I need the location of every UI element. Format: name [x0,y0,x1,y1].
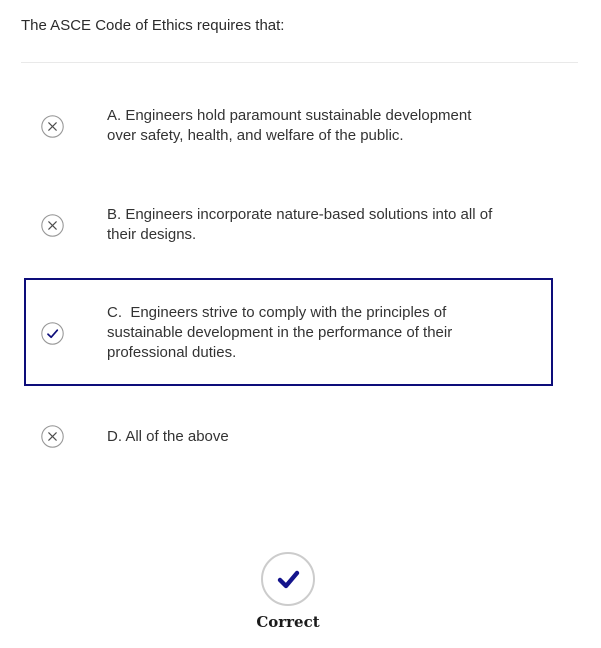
option-d-line-1: D. All of the above [107,427,229,445]
option-d-text [107,427,229,447]
option-b[interactable] [0,205,601,245]
x-circle-icon [41,214,64,237]
option-c-selected[interactable] [24,278,553,386]
result-indicator [238,552,338,631]
check-circle-icon [41,322,64,345]
result-label: Correct [256,613,320,631]
check-circle-icon [261,552,315,606]
option-b-line-1: B. Engineers incorporate nature-based solutions into all of [107,206,493,223]
divider [21,62,578,63]
question-text: The ASCE Code of Ethics requires that: [21,17,285,34]
option-b-line-2: their designs. [107,226,197,243]
option-a-line-1: A. Engineers hold paramount sustainable development [107,107,472,124]
option-d[interactable] [0,425,601,448]
option-c-text [107,303,452,363]
x-circle-icon [41,425,64,448]
option-c-row [26,303,551,363]
x-circle-icon [41,115,64,138]
option-a-line-2: over safety, health, and welfare of the public. [107,127,404,144]
option-c-line-3: professional duties. [107,344,237,361]
option-c-line-1: C. Engineers strive to comply with the principles of [107,304,447,321]
option-b-text [107,205,492,245]
option-a[interactable] [0,106,601,146]
option-a-text [107,106,471,146]
option-c-line-2: sustainable development in the performance of their [107,324,453,341]
